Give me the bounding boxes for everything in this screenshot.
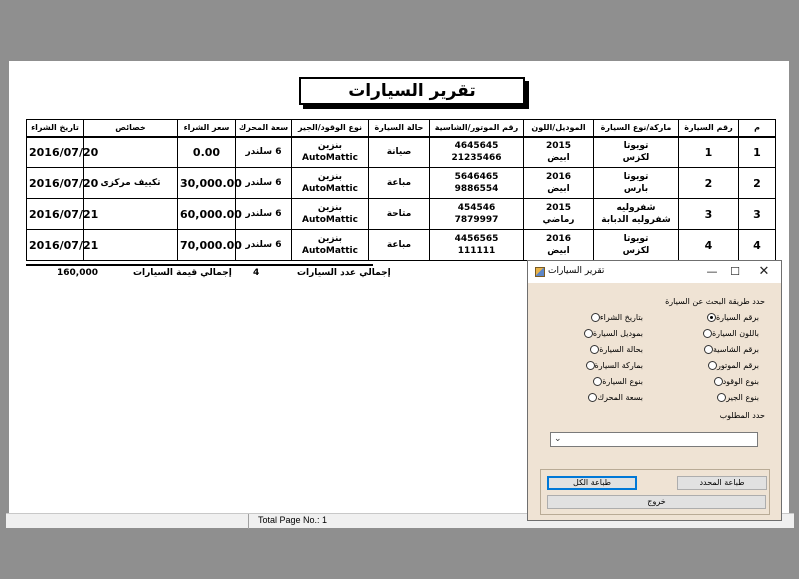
cell-fuel: [292, 137, 369, 168]
radio-label: برقم الموتور: [717, 360, 759, 370]
status-separator: [248, 514, 249, 529]
radio-indicator[interactable]: [704, 345, 713, 354]
cell-date: 2016/07/21: [27, 230, 84, 261]
report-table: [26, 119, 776, 261]
radio-label: برقم السيارة: [715, 312, 759, 322]
chassis-number: 9886554: [454, 184, 499, 194]
close-icon: ✕: [758, 264, 770, 279]
column-header: رقم الموتور/الشاسية: [430, 120, 524, 137]
cell-brand-type: [594, 199, 679, 230]
summary-divider: [26, 264, 373, 266]
radio-indicator[interactable]: [590, 345, 599, 354]
total-count: 4: [253, 268, 260, 278]
motor-number: 454546: [457, 203, 496, 213]
radio-label: بموديل السيارة: [592, 328, 643, 338]
cell-fuel: [292, 168, 369, 199]
radio-engine-capacity[interactable]: [582, 391, 643, 403]
radio-car-color[interactable]: [697, 327, 759, 339]
minimize-button[interactable]: [703, 264, 721, 280]
radio-car-brand[interactable]: [580, 359, 644, 371]
column-header: م: [739, 120, 776, 137]
radio-label: بنوع السيارة: [602, 376, 643, 386]
total-count-label: إجمالي عدد السيارات: [297, 268, 391, 278]
print-selected-button[interactable]: طباعة المحدد: [677, 476, 767, 490]
fuel-type: بنزين: [317, 203, 343, 213]
cell-date: 2016/07/21: [27, 199, 84, 230]
column-header: سعة المحرك: [236, 120, 292, 137]
motor-number: 5646465: [454, 172, 499, 182]
transmission: AutoMattic: [302, 184, 358, 194]
cell-status: متاحة: [369, 199, 430, 230]
cell-model-color: [524, 199, 594, 230]
app-icon: [535, 267, 545, 277]
radio-indicator[interactable]: [714, 377, 723, 386]
search-method-label: حدد طريقة البحث عن السيارة: [665, 297, 765, 306]
motor-number: 4645645: [454, 141, 499, 152]
cell-model-color: [524, 230, 594, 261]
cell-brand-type: [594, 137, 679, 168]
cell-motor-chassis: [430, 137, 524, 168]
car-color: ابيض: [547, 184, 570, 194]
cell-index: 3: [739, 199, 776, 230]
radio-indicator[interactable]: [588, 393, 597, 402]
total-pages-text: Total Page No.: 1: [258, 515, 328, 525]
total-value-label: إجمالي قيمة السيارات: [133, 268, 232, 278]
cell-engine: 6 سلندر: [236, 199, 292, 230]
radio-car-model[interactable]: [578, 327, 643, 339]
chassis-number: 7879997: [454, 215, 499, 225]
cell-date: 2016/07/20: [27, 137, 84, 168]
column-header: تاريخ الشراء: [27, 120, 84, 137]
radio-indicator[interactable]: [717, 393, 726, 402]
cell-index: 4: [739, 230, 776, 261]
table-row: [27, 199, 776, 230]
cell-price: 30,000.00: [178, 168, 236, 199]
column-header: الموديل/اللون: [524, 120, 594, 137]
car-type: بارس: [623, 184, 649, 194]
radio-indicator[interactable]: [591, 313, 600, 322]
radio-car-number[interactable]: [701, 311, 759, 323]
cell-motor-chassis: [430, 168, 524, 199]
model-year: 2015: [545, 141, 572, 152]
car-brand: شفروليه: [616, 203, 656, 213]
cell-features: تكييف مركزى: [84, 168, 178, 199]
cell-brand-type: [594, 168, 679, 199]
column-header: رقم السيارة: [679, 120, 739, 137]
maximize-icon: ☐: [730, 265, 740, 278]
cell-brand-type: [594, 230, 679, 261]
radio-gear-type[interactable]: [711, 391, 759, 403]
cell-price: 70,000.00: [178, 230, 236, 261]
cell-engine: 6 سلندر: [236, 230, 292, 261]
cell-index: 2: [739, 168, 776, 199]
radio-label: بسعة المحرك: [597, 392, 643, 402]
radio-indicator[interactable]: [593, 377, 602, 386]
cell-motor-chassis: [430, 199, 524, 230]
cell-car-number: 4: [679, 230, 739, 261]
radio-indicator[interactable]: [584, 329, 593, 338]
table-row: [27, 168, 776, 199]
table-row: [27, 137, 776, 168]
cell-fuel: [292, 230, 369, 261]
radio-indicator[interactable]: [708, 361, 717, 370]
close-button[interactable]: [755, 264, 773, 280]
cell-car-number: 3: [679, 199, 739, 230]
cell-car-number: 2: [679, 168, 739, 199]
print-all-button[interactable]: طباعة الكل: [547, 476, 637, 490]
radio-label: برقم الشاسية: [713, 344, 759, 354]
column-header: نوع الوقود/الجير: [292, 120, 369, 137]
cell-price: 0.00: [178, 137, 236, 168]
car-type: لكزس: [622, 153, 650, 164]
car-brand: تويوتا: [623, 172, 649, 182]
radio-purchase-date[interactable]: [585, 311, 643, 323]
table-header-row: [27, 120, 776, 137]
column-header: ماركة/نوع السيارة: [594, 120, 679, 137]
cell-fuel: [292, 199, 369, 230]
required-label: حدد المطلوب: [719, 411, 765, 420]
exit-button[interactable]: خروج: [547, 495, 766, 509]
fuel-type: بنزين: [317, 141, 343, 152]
radio-label: بماركة السيارة: [594, 360, 643, 370]
cell-status: مباعة: [369, 168, 430, 199]
radio-indicator[interactable]: [707, 313, 716, 322]
cell-model-color: [524, 168, 594, 199]
model-year: 2016: [545, 234, 572, 244]
report-title: تقرير السيارات: [299, 77, 525, 105]
cell-motor-chassis: [430, 230, 524, 261]
model-year: 2016: [545, 172, 572, 182]
radio-label: بتاريخ الشراء: [599, 312, 643, 322]
radio-label: بنوع الجير: [726, 392, 759, 402]
total-value: 160,000: [57, 268, 98, 278]
radio-car-status[interactable]: [584, 343, 643, 355]
radio-indicator[interactable]: [586, 361, 595, 370]
cell-status: صيانة: [369, 137, 430, 168]
radio-label: باللون السيارة: [711, 328, 759, 338]
radio-motor-number[interactable]: [702, 359, 759, 371]
car-brand: تويوتا: [623, 234, 649, 244]
radio-chassis-number[interactable]: [698, 343, 759, 355]
required-select[interactable]: [550, 432, 758, 447]
car-brand: تويوتا: [623, 141, 649, 152]
radio-car-type[interactable]: [587, 375, 643, 387]
car-report-dialog: [527, 260, 782, 521]
chassis-number: 21235466: [451, 153, 502, 164]
maximize-button[interactable]: [726, 264, 744, 280]
chassis-number: 111111: [457, 246, 496, 256]
car-type: شفروليه الدبابة: [601, 215, 671, 225]
button-group: [540, 469, 770, 515]
cell-index: 1: [739, 137, 776, 168]
transmission: AutoMattic: [302, 215, 358, 225]
cell-status: مباعة: [369, 230, 430, 261]
minimize-icon: —: [706, 265, 718, 278]
car-type: لكزس: [622, 246, 650, 256]
cell-model-color: [524, 137, 594, 168]
radio-label: بحالة السيارة: [599, 344, 643, 354]
radio-label: بنوع الوقود: [722, 376, 759, 386]
column-header: سعر الشراء: [178, 120, 236, 137]
radio-fuel-type[interactable]: [708, 375, 759, 387]
column-header: خصائص: [84, 120, 178, 137]
cell-engine: 6 سلندر: [236, 168, 292, 199]
transmission: AutoMattic: [302, 246, 358, 256]
radio-indicator[interactable]: [703, 329, 712, 338]
fuel-type: بنزين: [317, 234, 343, 244]
motor-number: 4456565: [454, 234, 499, 244]
dialog-titlebar[interactable]: [528, 261, 781, 283]
model-year: 2015: [545, 203, 572, 213]
dialog-title: تقرير السيارات: [548, 266, 605, 276]
chevron-down-icon[interactable]: ⌄: [554, 434, 562, 444]
fuel-type: بنزين: [317, 172, 343, 182]
car-color: ابيض: [547, 246, 570, 256]
car-color: رماضي: [542, 215, 575, 225]
cell-price: 60,000.00: [178, 199, 236, 230]
car-color: ابيض: [547, 153, 570, 164]
transmission: AutoMattic: [302, 153, 358, 164]
cell-car-number: 1: [679, 137, 739, 168]
cell-date: 2016/07/20: [27, 168, 84, 199]
table-row: [27, 230, 776, 261]
cell-engine: 6 سلندر: [236, 137, 292, 168]
column-header: حالة السيارة: [369, 120, 430, 137]
